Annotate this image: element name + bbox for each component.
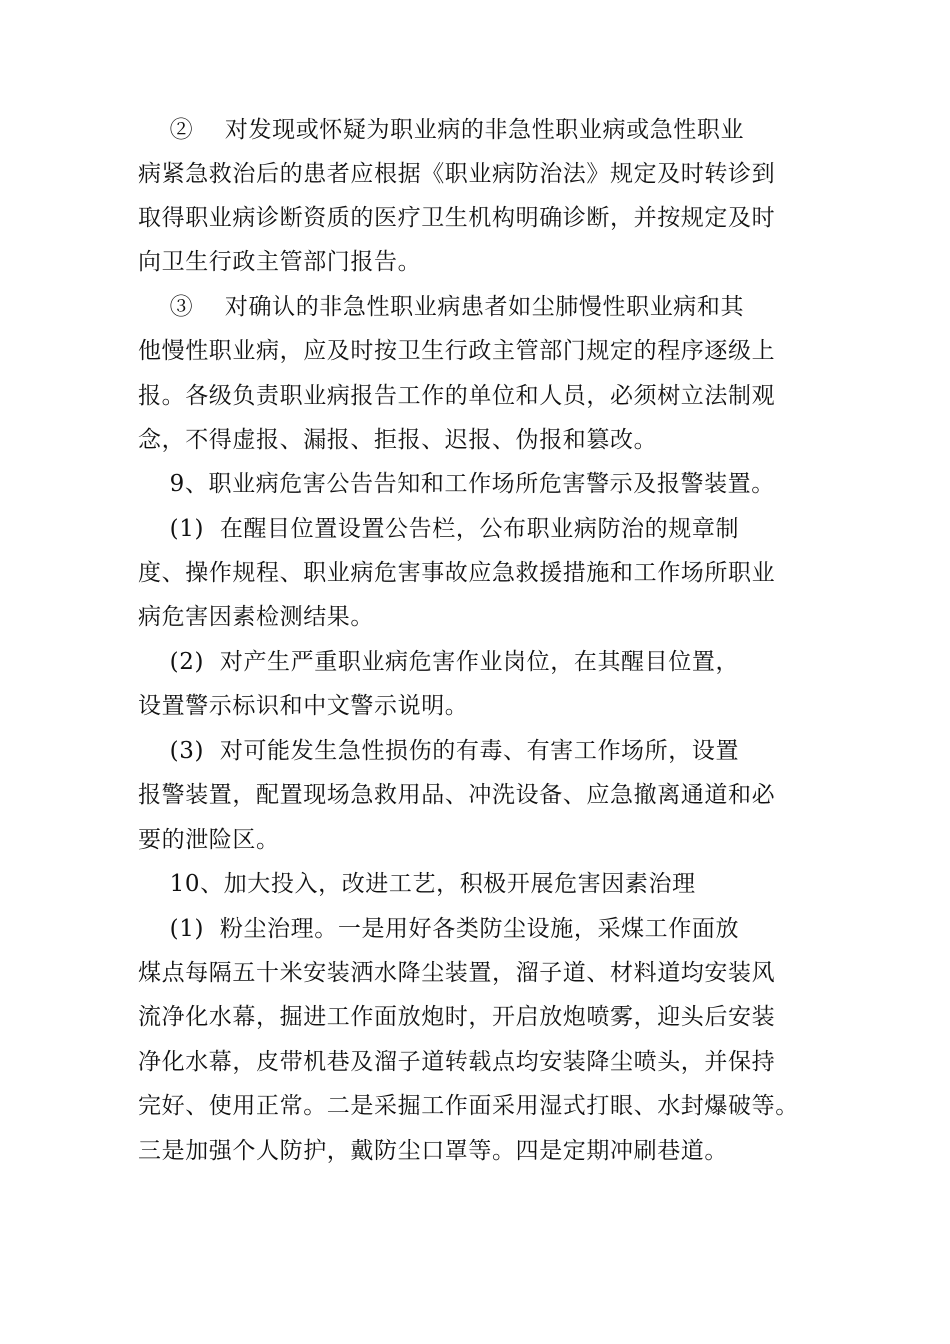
text-line: 他慢性职业病，应及时按卫生行政主管部门规定的程序逐级上 [138,338,776,364]
text-line: 取得职业病诊断资质的医疗卫生机构明确诊断，并按规定及时 [138,205,776,231]
text-line: ③ 对确认的非急性职业病患者如尘肺慢性职业病和其 [138,294,745,320]
text-line: 向卫生行政主管部门报告。 [138,249,422,275]
text-line: 完好、使用正常。二是采掘工作面采用湿式打眼、水封爆破等。 [138,1093,799,1119]
text-line: 度、操作规程、职业病危害事故应急救援措施和工作场所职业 [138,560,776,586]
text-line: 病紧急救治后的患者应根据《职业病防治法》规定及时转诊到 [138,161,776,187]
text-line: 要的泄险区。 [138,827,280,853]
text-line: (3) 对可能发生急性损伤的有毒、有害工作场所，设置 [138,738,740,764]
text-line: 10、加大投入，改进工艺，积极开展危害因素治理 [138,871,696,897]
text-line: 设置警示标识和中文警示说明。 [138,693,469,719]
text-line: ② 对发现或怀疑为职业病的非急性职业病或急性职业 [138,117,745,143]
text-line: 三是加强个人防护，戴防尘口罩等。四是定期冲刷巷道。 [138,1138,728,1164]
text-line: 净化水幕，皮带机巷及溜子道转载点均安装降尘喷头，并保持 [138,1049,776,1075]
text-line: (2) 对产生严重职业病危害作业岗位，在其醒目位置， [138,649,740,675]
text-line: 9、职业病危害公告告知和工作场所危害警示及报警装置。 [138,471,775,497]
text-line: 念，不得虚报、漏报、拒报、迟报、伪报和篡改。 [138,427,658,453]
text-line: 煤点每隔五十米安装洒水降尘装置，溜子道、材料道均安装风 [138,960,776,986]
text-line: 流净化水幕，掘进工作面放炮时，开启放炮喷雾，迎头后安装 [138,1004,776,1030]
text-line: 报。各级负责职业病报告工作的单位和人员，必须树立法制观 [138,383,776,409]
text-line: (1) 在醒目位置设置公告栏，公布职业病防治的规章制 [138,516,740,542]
text-line: (1) 粉尘治理。一是用好各类防尘设施，采煤工作面放 [138,916,740,942]
text-line: 病危害因素检测结果。 [138,604,374,630]
text-line: 报警装置，配置现场急救用品、冲洗设备、应急撤离通道和必 [138,782,776,808]
